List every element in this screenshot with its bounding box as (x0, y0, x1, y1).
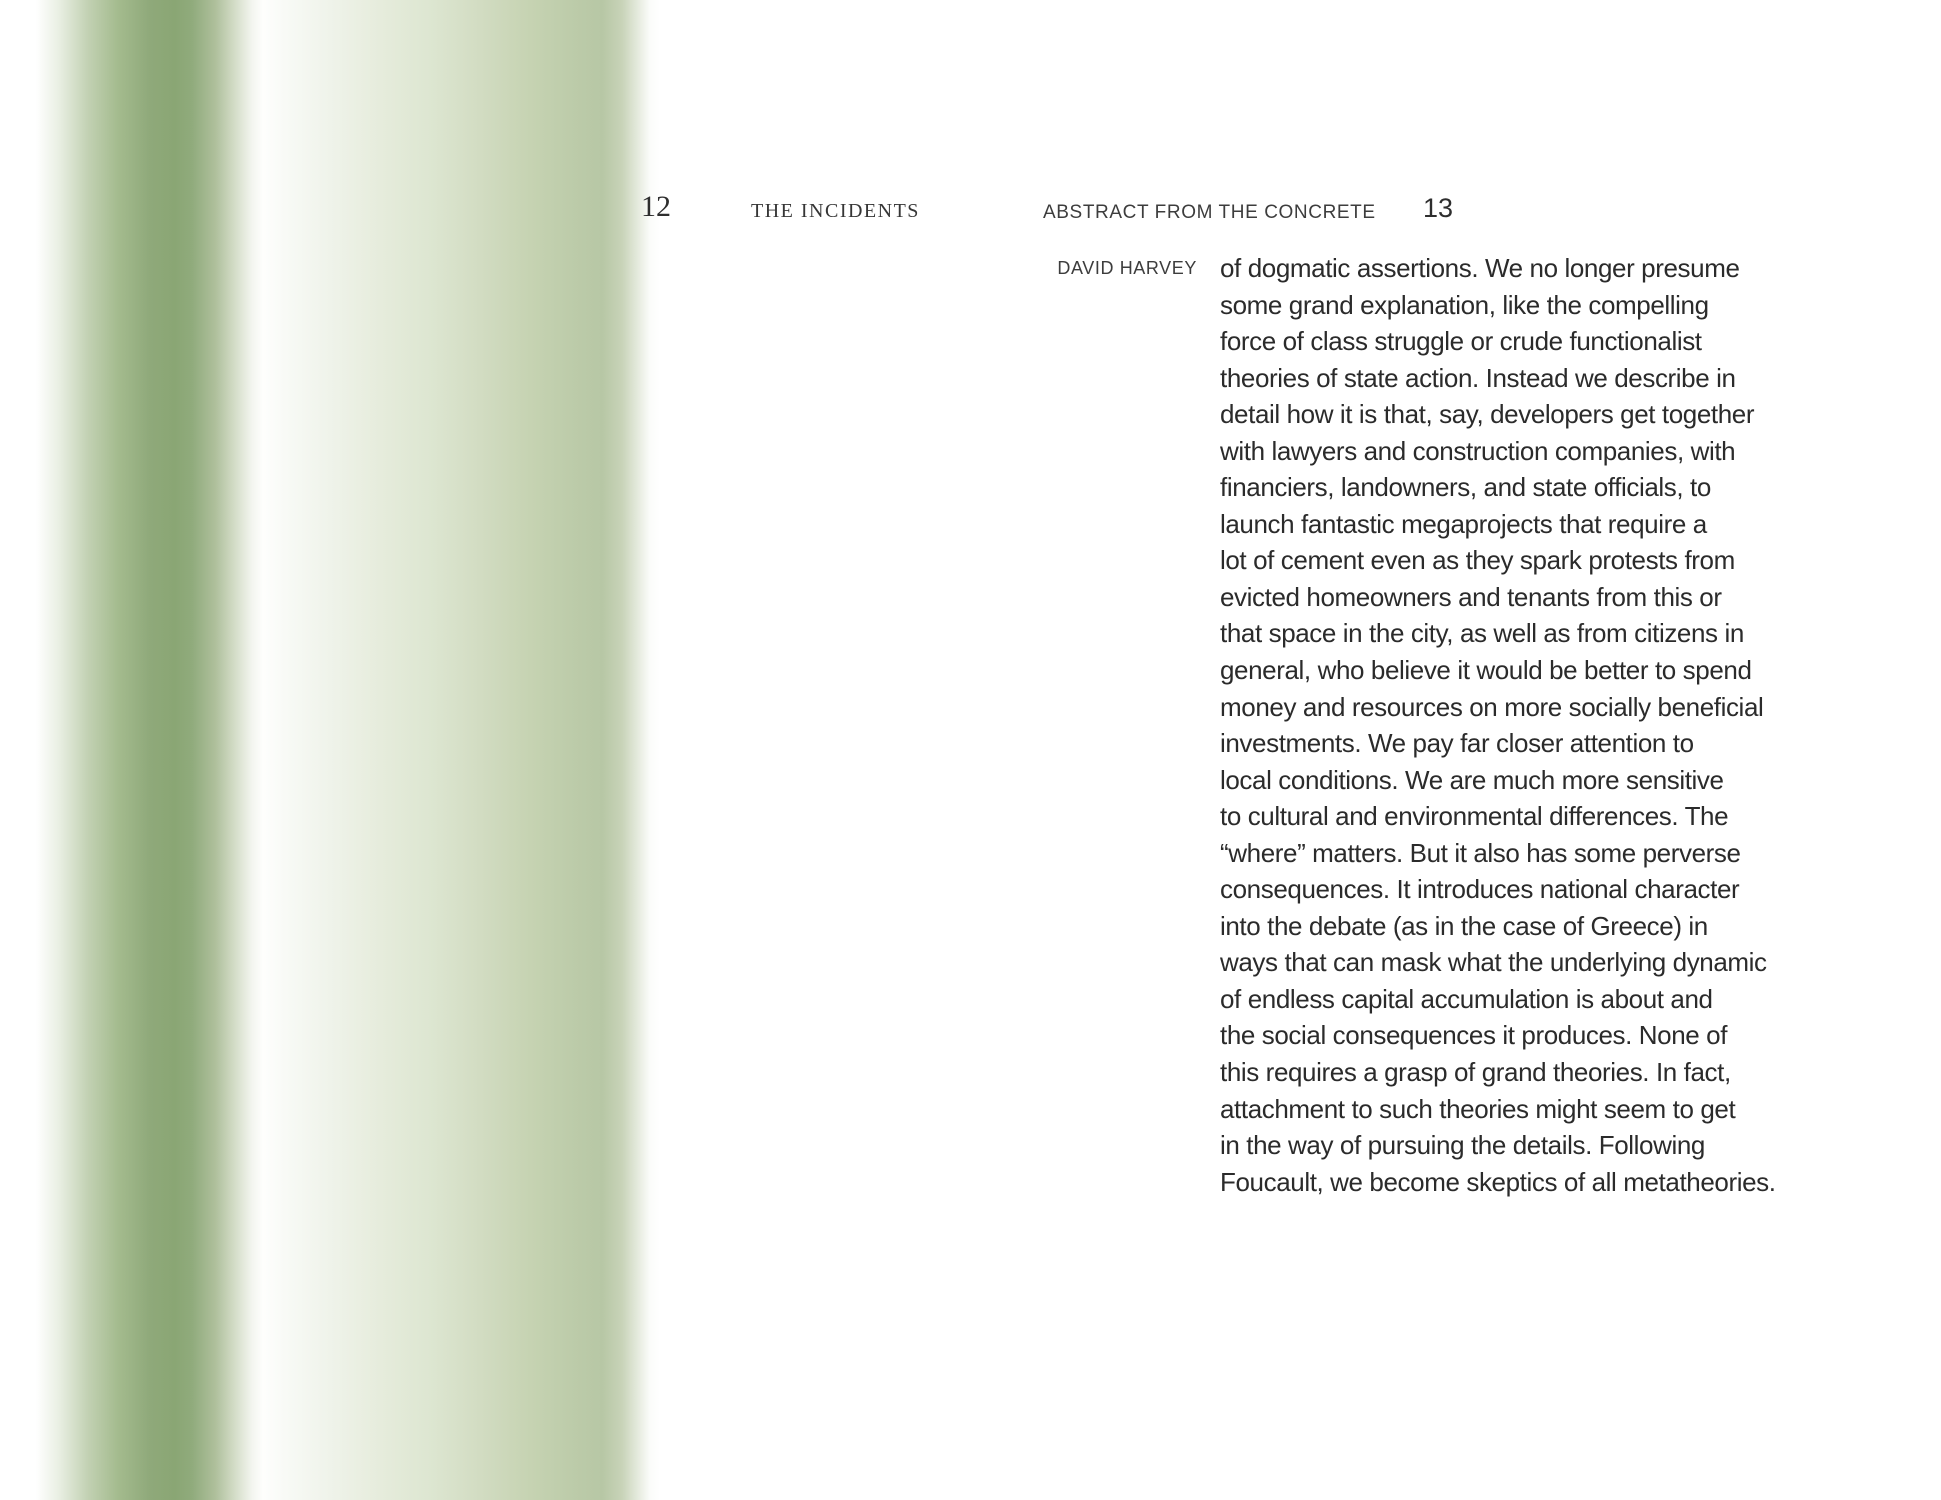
body-line: into the debate (as in the case of Greece) in (1220, 910, 1708, 941)
body-line: investments. We pay far closer attention to (1220, 728, 1694, 759)
left-running-title: THE INCIDENTS (751, 200, 920, 222)
body-line: theories of state action. Instead we describe in (1220, 362, 1736, 393)
left-page-number: 12 (641, 190, 671, 223)
body-text-column (1220, 250, 1780, 1200)
body-line: consequences. It introduces national character (1220, 874, 1740, 905)
body-line: that space in the city, as well as from citizens in (1220, 618, 1744, 649)
body-line: money and resources on more socially beneficial (1220, 691, 1764, 722)
body-line: local conditions. We are much more sensitive (1220, 764, 1724, 795)
body-line: this requires a grasp of grand theories. In fact, (1220, 1057, 1731, 1088)
body-line: in the way of pursuing the details. Following (1220, 1130, 1705, 1161)
body-line: general, who believe it would be better to spend (1220, 655, 1752, 686)
body-line: Foucault, we become skeptics of all metatheories. (1220, 1166, 1776, 1197)
body-line: launch fantastic megaprojects that require a (1220, 508, 1707, 539)
body-line: ways that can mask what the underlying dynamic (1220, 947, 1767, 978)
body-line: lot of cement even as they spark protests from (1220, 545, 1735, 576)
body-line: with lawyers and construction companies, with (1220, 435, 1736, 466)
body-line: the social consequences it produces. None of (1220, 1020, 1728, 1051)
body-line: force of class struggle or crude functionalist (1220, 326, 1702, 357)
book-edge-photo-blur (0, 0, 660, 1500)
body-line: of endless capital accumulation is about and (1220, 983, 1713, 1014)
body-line: of dogmatic assertions. We no longer presume (1220, 253, 1740, 283)
body-line: attachment to such theories might seem to get (1220, 1093, 1736, 1124)
body-line: financiers, landowners, and state officials, to (1220, 472, 1711, 503)
body-line: evicted homeowners and tenants from this or (1220, 581, 1722, 612)
body-line: some grand explanation, like the compelling (1220, 289, 1709, 320)
right-page-number: 13 (1423, 193, 1454, 223)
body-line: detail how it is that, say, developers get together (1220, 399, 1755, 430)
right-running-title: ABSTRACT FROM THE CONCRETE (1043, 202, 1376, 223)
speaker-label: DAVID HARVEY (1057, 258, 1197, 278)
body-line: to cultural and environmental differences. The (1220, 801, 1729, 832)
body-line: “where” matters. But it also has some perverse (1220, 837, 1741, 868)
